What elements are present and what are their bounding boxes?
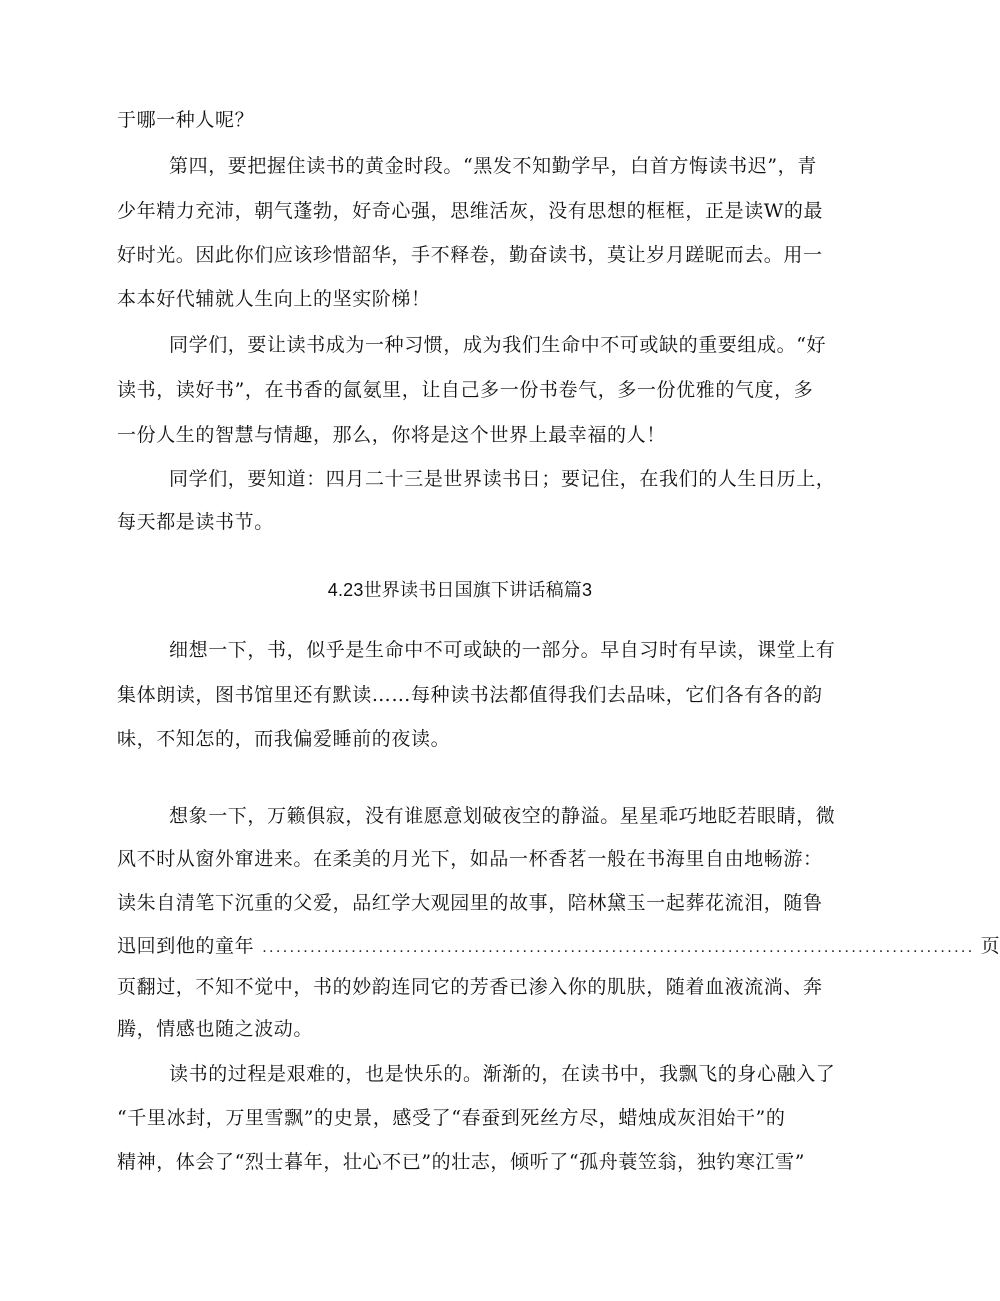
paragraph-line: “千里冰封，万里雪飘”的史景，感受了“春蚕到死丝方尽，蜡烛成灰泪始干”的 xyxy=(117,1107,786,1129)
paragraph-line: 一份人生的智慧与情趣，那么，你将是这个世界上最幸福的人！ xyxy=(117,424,666,446)
paragraph-line: 集体朗读，图书馆里还有默读……每种读书法都值得我们去品味，它们各有各的韵 xyxy=(117,684,823,706)
paragraph-line: 细想一下，书，似乎是生命中不可或缺的一部分。早自习时有早读，课堂上有 xyxy=(169,639,836,661)
paragraph-line: 同学们，要知道：四月二十三是世界读书日；要记住，在我们的人生日历上， xyxy=(169,468,836,490)
paragraph-line: 少年精力充沛，朝气蓬勃，好奇心强，思维活灰，没有思想的框框，正是读W的最 xyxy=(117,200,824,222)
paragraph-line: 读书，读好书”，在书香的氤氨里，让自己多一份书卷气，多一份优雅的气度，多 xyxy=(117,379,814,401)
leader-line-start: 迅回到他的童年 xyxy=(117,935,255,957)
paragraph-line: 于哪一种人呢？ xyxy=(117,109,255,131)
leader-dots: ........................................................................................................ xyxy=(262,940,975,956)
paragraph-line: 同学们，要让读书成为一种习惯，成为我们生命中不可或缺的重要组成。“好 xyxy=(169,334,827,356)
paragraph-line: 页翻过，不知不觉中，书的妙韵连同它的芳香已渗入你的肌肤，随着血液流淌、奔 xyxy=(117,976,823,998)
paragraph-line: 精神，体会了“烈士暮年，壮心不已”的壮志，倾听了“孤舟蓑笠翁，独钓寒江雪” xyxy=(117,1151,806,1173)
paragraph-line: 本本好代辅就人生向上的坚实阶梯！ xyxy=(117,288,431,310)
leader-line-end: 页 xyxy=(980,935,1000,957)
paragraph-line: 第四，要把握住读书的黄金时段。“黑发不知勤学早，白首方悔读书迟”，青 xyxy=(169,155,817,177)
section-heading: 4.23世界读书日国旗下讲话稿篇3 xyxy=(327,580,593,600)
paragraph-line: 风不时从窗外窜进来。在柔美的月光下，如品一杯香茗一般在书海里自由地畅游： xyxy=(117,848,823,870)
paragraph-line: 读朱自清笔下沉重的父爱，品红学大观园里的故事，陪林黛玉一起葬花流泪，随鲁 xyxy=(117,892,823,914)
paragraph-line: 好时光。因此你们应该珍惜韶华，手不释卷，勤奋读书，莫让岁月蹉昵而去。用一 xyxy=(117,244,823,266)
paragraph-line: 想象一下，万籁俱寂，没有谁愿意划破夜空的静溢。星星乖巧地眨若眼睛，微 xyxy=(169,805,836,827)
leader-line xyxy=(117,934,1000,960)
paragraph-line: 每天都是读书节。 xyxy=(117,511,274,533)
paragraph-line: 腾，情感也随之波动。 xyxy=(117,1018,314,1040)
paragraph-line: 味，不知怎的，而我偏爱睡前的夜读。 xyxy=(117,728,451,750)
paragraph-line: 读书的过程是艰难的，也是快乐的。渐渐的，在读书中，我飘飞的身心融入了 xyxy=(169,1063,836,1085)
